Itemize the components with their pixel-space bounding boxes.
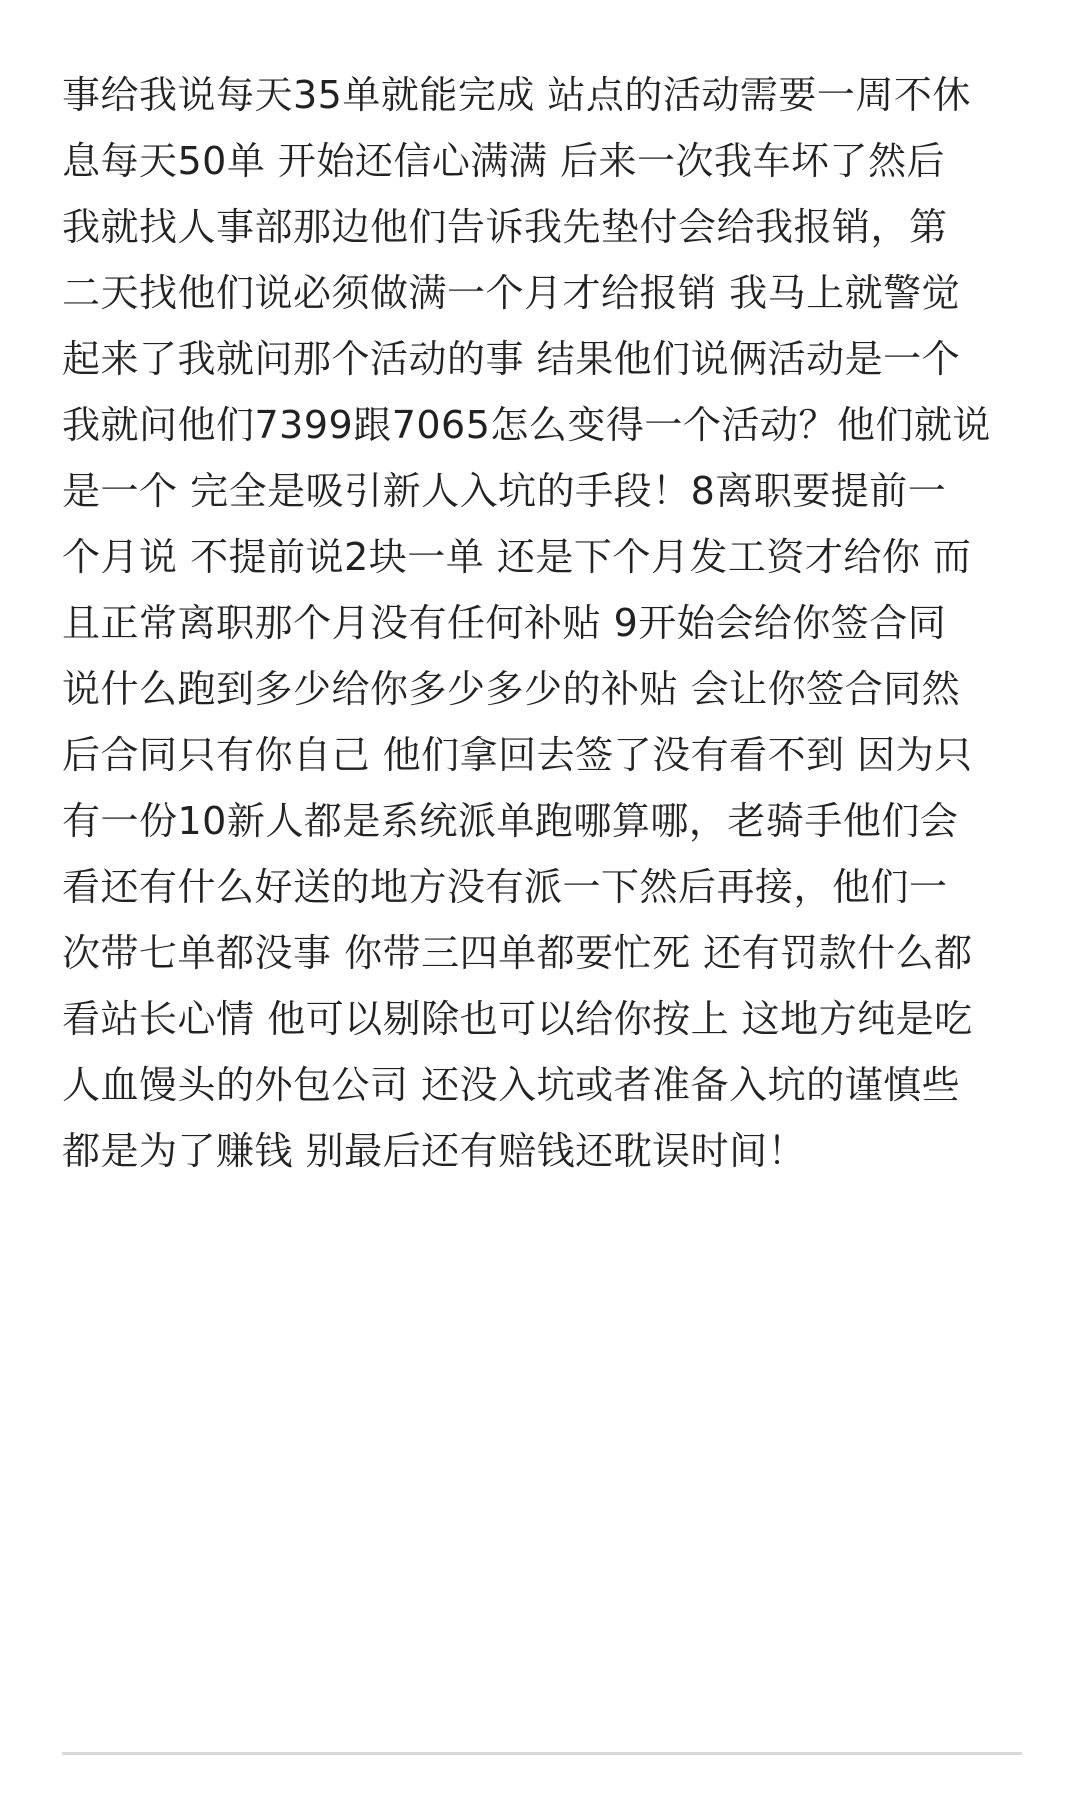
article-line: 个月说 不提前说2块一单 还是下个月发工资才给你 而 <box>62 535 972 579</box>
article-line: 看还有什么好送的地方没有派一下然后再接，他们一 <box>62 865 948 909</box>
article-line: 次带七单都没事 你带三四单都要忙死 还有罚款什么都 <box>62 931 973 975</box>
article-line: 且正常离职那个月没有任何补贴 9开始会给你签合同 <box>62 601 947 645</box>
article-line: 我就找人事部那边他们告诉我先垫付会给我报销，第 <box>62 205 948 249</box>
article-line: 起来了我就问那个活动的事 结果他们说俩活动是一个 <box>62 337 961 381</box>
article-line: 都是为了赚钱 别最后还有赔钱还耽误时间！ <box>62 1129 807 1173</box>
bottom-divider <box>62 1752 1022 1755</box>
article-line: 事给我说每天35单就能完成 站点的活动需要一周不休 <box>62 73 971 117</box>
article-line: 人血馒头的外包公司 还没入坑或者准备入坑的谨慎些 <box>62 1063 961 1107</box>
article-line: 我就问他们7399跟7065怎么变得一个活动？他们就说 <box>62 403 991 447</box>
article-line: 看站长心情 他可以剔除也可以给你按上 这地方纯是吃 <box>62 997 973 1041</box>
article-line: 二天找他们说必须做满一个月才给报销 我马上就警觉 <box>62 271 961 315</box>
article-line: 息每天50单 开始还信心满满 后来一次我车坏了然后 <box>62 139 946 183</box>
article-line: 有一份10新人都是系统派单跑哪算哪，老骑手他们会 <box>62 799 959 843</box>
article-body <box>62 62 1022 1184</box>
article-line: 说什么跑到多少给你多少多少的补贴 会让你签合同然 <box>62 667 961 711</box>
article-line: 后合同只有你自己 他们拿回去签了没有看不到 因为只 <box>62 733 973 777</box>
article-line: 是一个 完全是吸引新人入坑的手段！8离职要提前一 <box>62 469 947 513</box>
